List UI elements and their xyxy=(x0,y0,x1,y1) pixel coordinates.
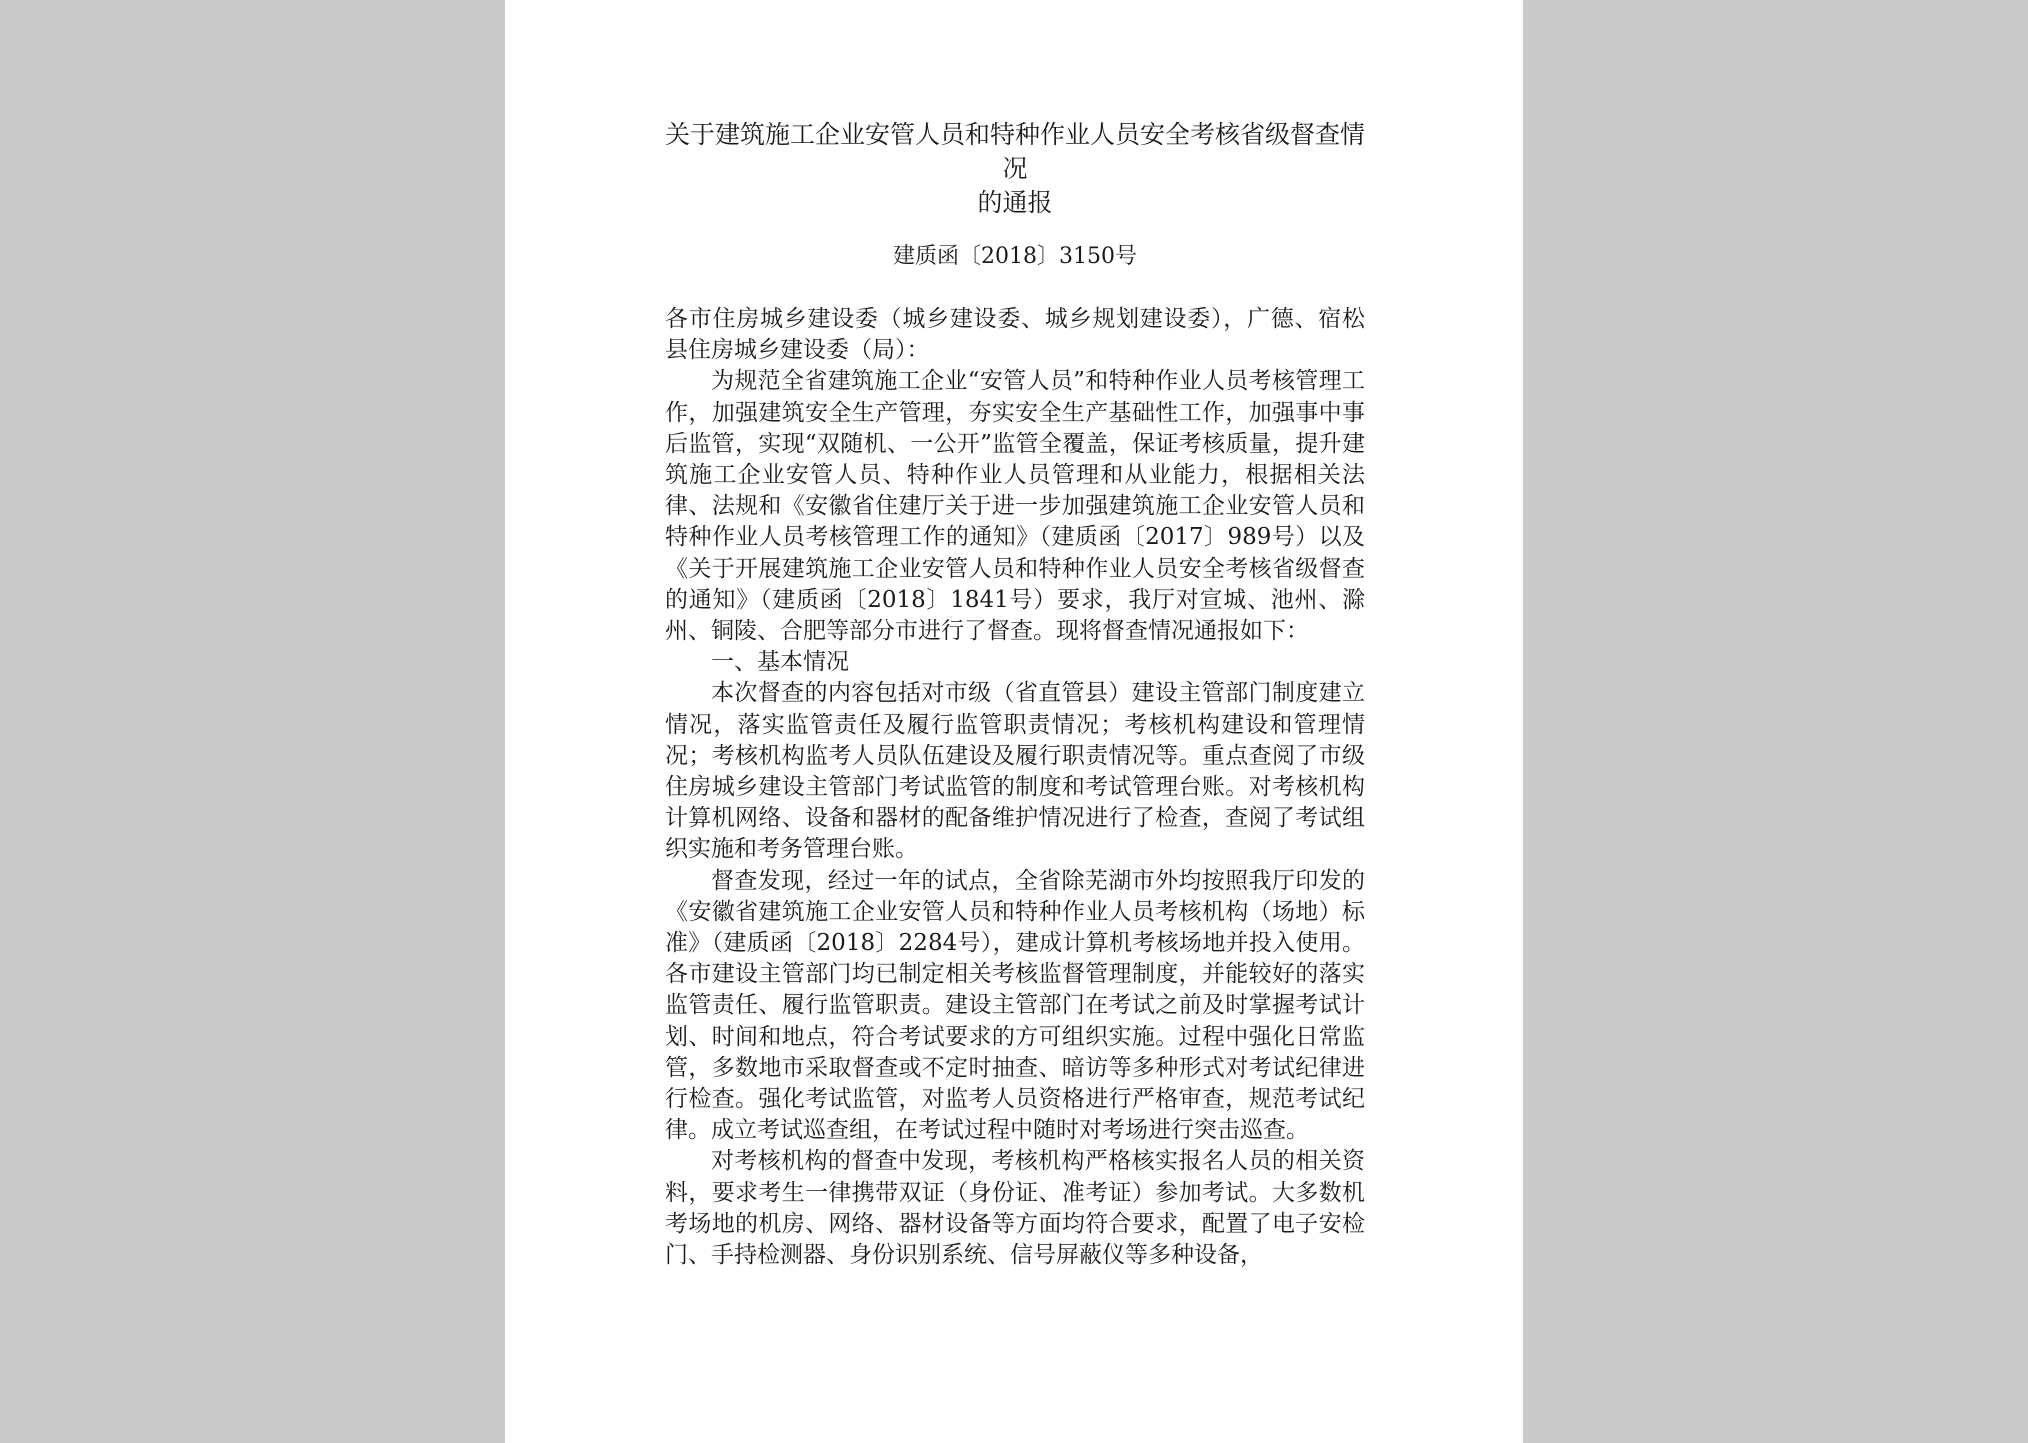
paragraph-scope: 本次督查的内容包括对市级（省直管县）建设主管部门制度建立情况，落实监管责任及履行监管职责情况；考核机构建设和管理情况；考核机构监考人员队伍建设及履行职责情况等。重点查阅了市级住房城乡建设主管部门考试监管的制度和考试管理台账。对考核机构计算机网络、设备和器材的配备维护情况进行了检查，查阅了考试组织实施和考务管理台账。 xyxy=(665,680,1365,863)
document-title xyxy=(665,118,1365,220)
title-line-1: 关于建筑施工企业安管人员和特种作业人员安全考核省级督查情况 xyxy=(665,120,1366,183)
title-line-2: 的通报 xyxy=(977,188,1053,217)
paragraph-agencies: 对考核机构的督查中发现，考核机构严格核实报名人员的相关资料，要求考生一律携带双证（身份证、准考证）参加考试。大多数机考场地的机房、网络、器材设备等方面均符合要求，配置了电子安检门、手持检测器、身份识别系统、信号屏蔽仪等多种设备， xyxy=(665,1148,1365,1269)
document-content xyxy=(665,118,1365,1271)
section-heading-basic: 一、基本情况 xyxy=(711,649,849,676)
document-number: 建质函〔2018〕3150号 xyxy=(893,244,1137,269)
document-page xyxy=(505,0,1523,1443)
salutation: 各市住房城乡建设委（城乡建设委、城乡规划建设委），广德、宿松县住房城乡建设委（局）： xyxy=(665,306,1365,364)
paragraph-intro: 为规范全省建筑施工企业“安管人员”和特种作业人员考核管理工作，加强建筑安全生产管理，夯实安全生产基础性工作，加强事中事后监管，实现“双随机、一公开”监管全覆盖，保证考核质量，提升建筑施工企业安管人员、特种作业人员管理和从业能力，根据相关法律、法规和《安徽省住建厅关于进一步加强建筑施工企业安管人员和特种作业人员考核管理工作的通知》（建质函〔2017〕989号）以及《关于开展建筑施工企业安管人员和特种作业人员安全考核省级督查的通知》（建质函〔2018〕1841号）要求，我厅对宣城、池州、滁州、铜陵、合肥等部分市进行了督查。现将督查情况通报如下： xyxy=(665,368,1365,645)
paragraph-findings: 督查发现，经过一年的试点，全省除芜湖市外均按照我厅印发的《安徽省建筑施工企业安管人员和特种作业人员考核机构（场地）标准》（建质函〔2018〕2284号），建成计算机考核场地并投入使用。各市建设主管部门均已制定相关考核监督管理制度，并能较好的落实监管责任、履行监管职责。建设主管部门在考试之前及时掌握考试计划、时间和地点，符合考试要求的方可组织实施。过程中强化日常监管，多数地市采取督查或不定时抽查、暗访等多种形式对考试纪律进行检查。强化考试监管，对监考人员资格进行严格审查，规范考试纪律。成立考试巡查组，在考试过程中随时对考场进行突击巡查。 xyxy=(665,867,1365,1144)
document-body xyxy=(665,304,1365,1271)
